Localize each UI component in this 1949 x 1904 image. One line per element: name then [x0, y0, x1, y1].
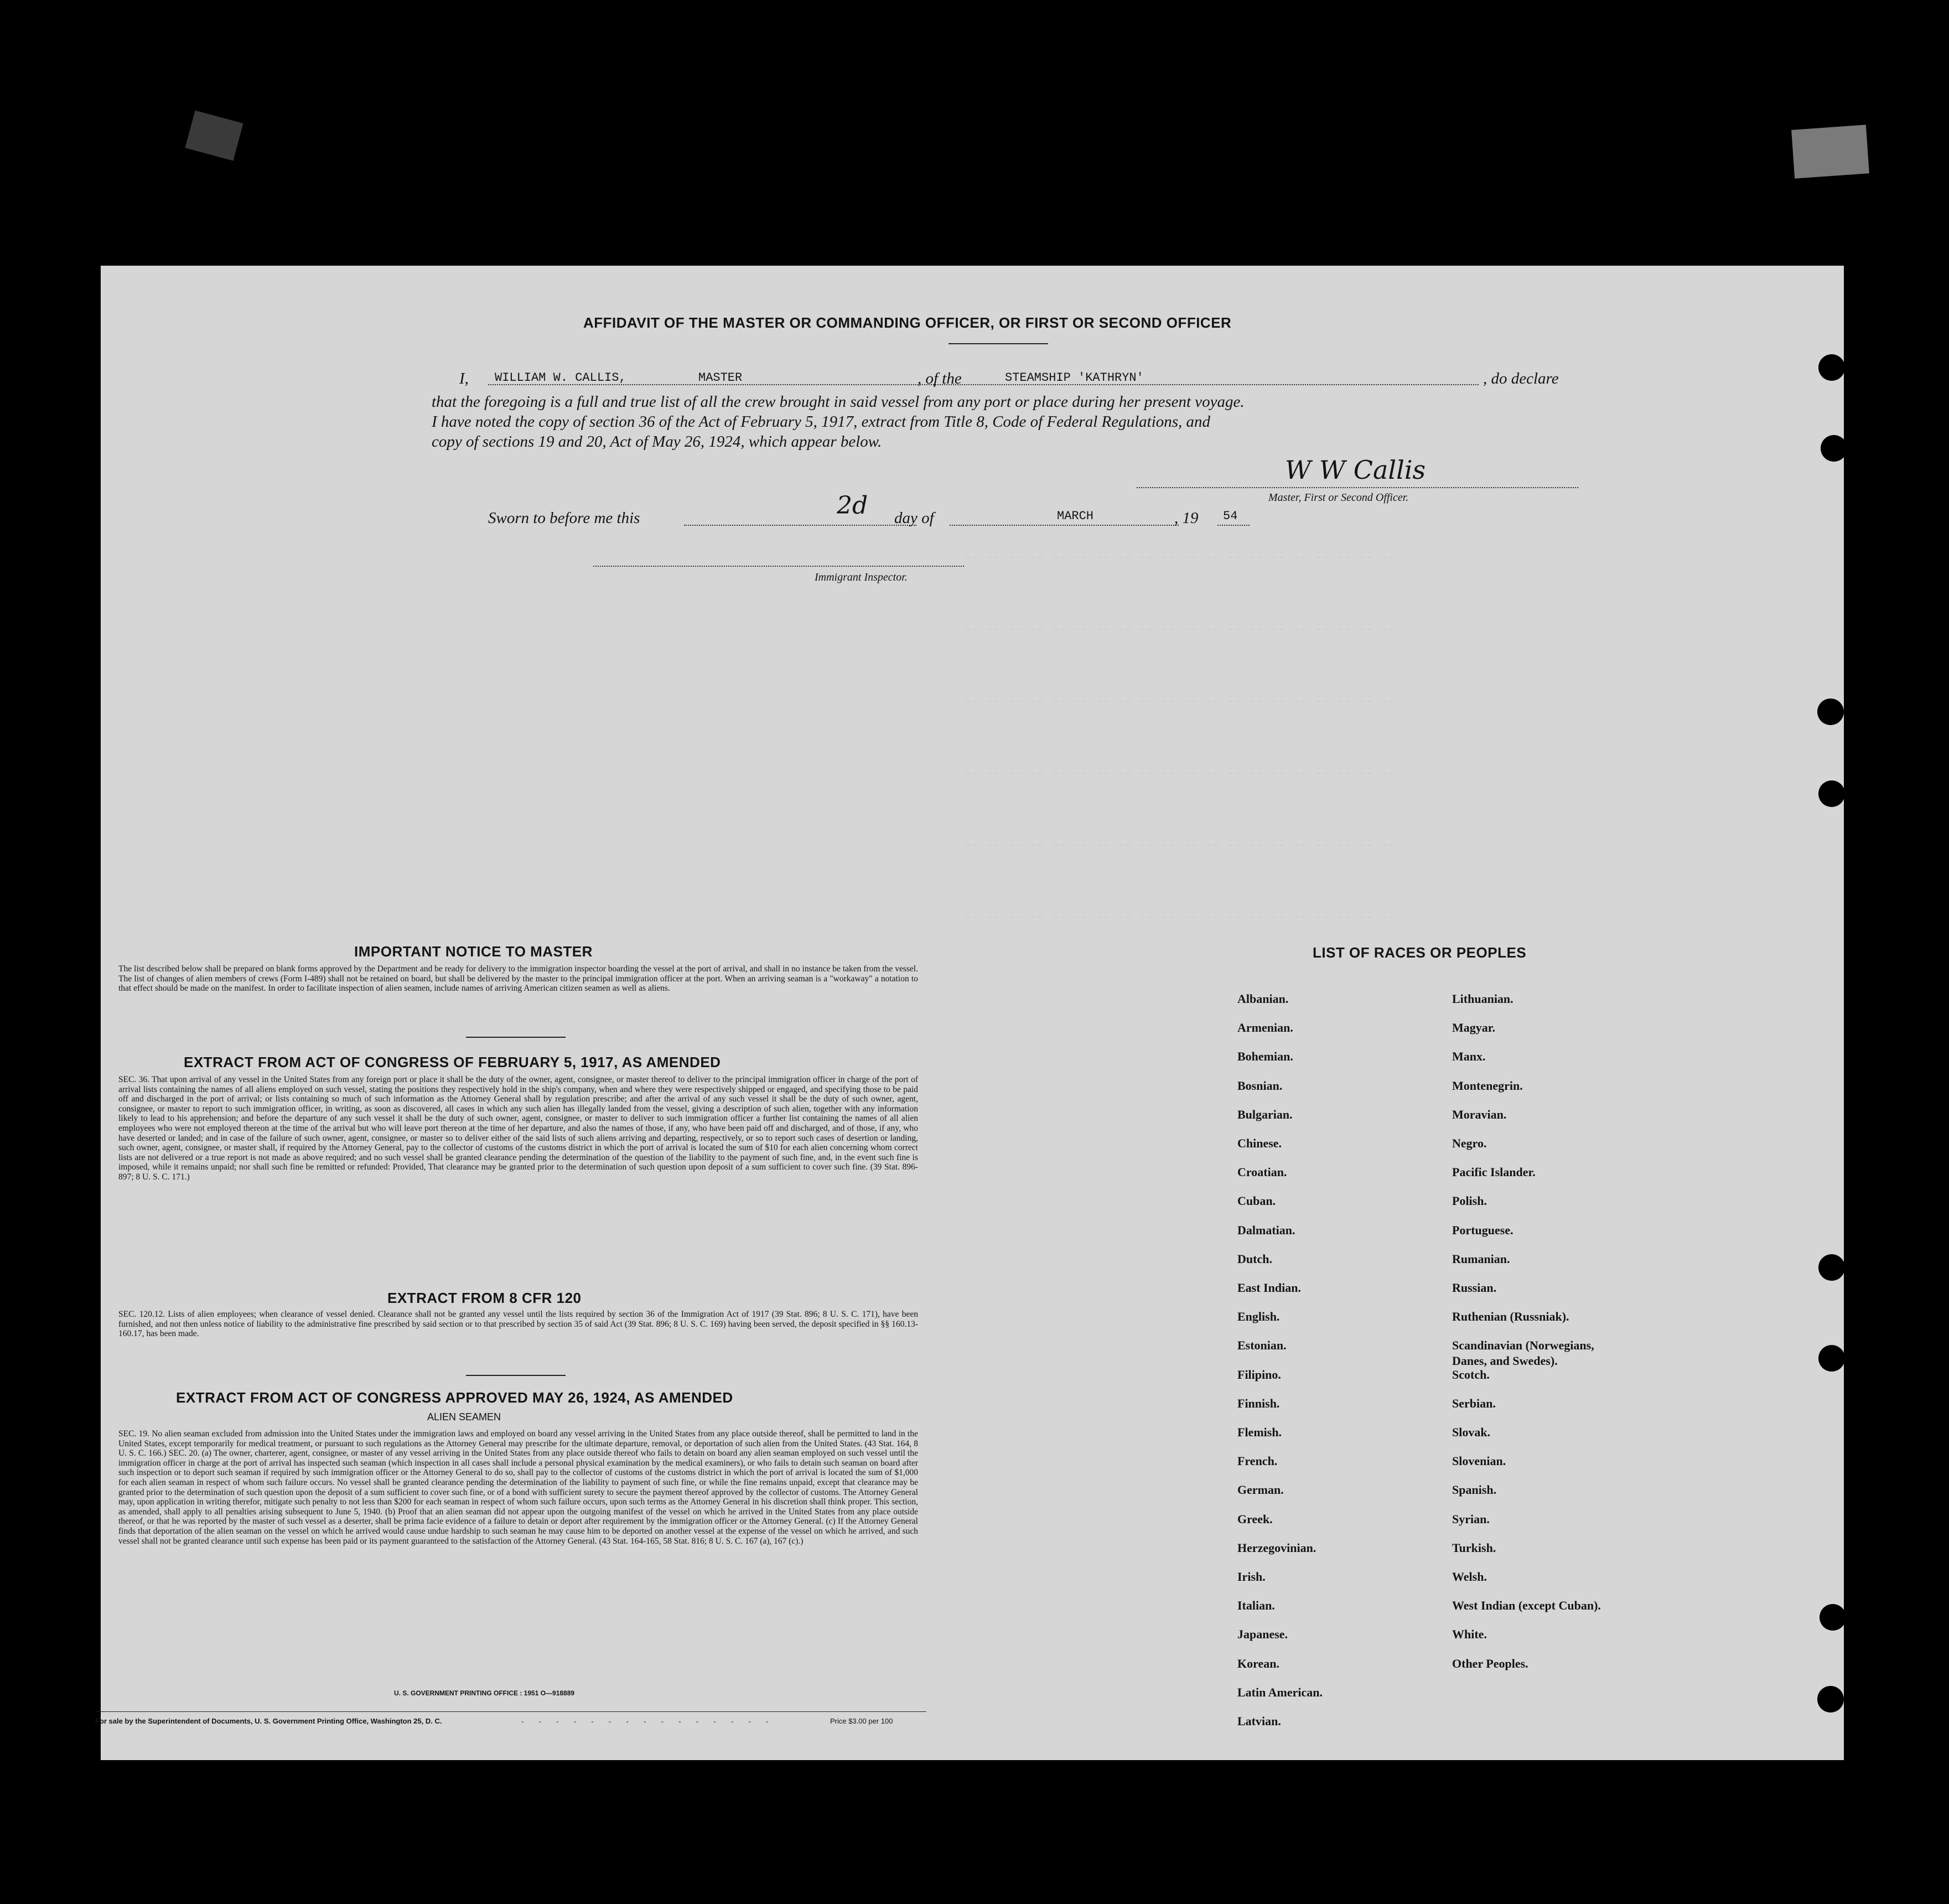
footer-sale-note: For sale by the Superintendent of Documents, U. S. Government Printing Office, Washington 25, D. C. [95, 1717, 442, 1725]
race-item: Greek. [1237, 1512, 1273, 1526]
race-item: Syrian. [1452, 1512, 1490, 1526]
race-item: Italian. [1237, 1598, 1275, 1613]
race-item: Spanish. [1452, 1483, 1497, 1497]
master-title: MASTER [698, 371, 743, 385]
notice-divider [466, 1037, 566, 1038]
race-item: Albanian. [1237, 992, 1289, 1006]
declaration-line-1: that the foregoing is a full and true list of all the crew brought in said vessel from any port or place during her present voyage. [432, 393, 1245, 411]
race-item: Bohemian. [1237, 1049, 1293, 1064]
race-item: Irish. [1237, 1570, 1266, 1584]
year-prefix: , 19 [1174, 509, 1199, 527]
footer-divider [96, 1711, 926, 1712]
race-item: Lithuanian. [1452, 992, 1513, 1006]
extract-1924-title: EXTRACT FROM ACT OF CONGRESS APPROVED MAY 26, 1924, AS AMENDED [176, 1389, 733, 1406]
race-item: Latvian. [1237, 1714, 1281, 1728]
race-item: East Indian. [1237, 1281, 1301, 1295]
signature-caption: Master, First or Second Officer. [1268, 491, 1409, 504]
race-item: Bulgarian. [1237, 1107, 1293, 1121]
race-item: Other Peoples. [1452, 1656, 1528, 1670]
race-item: Portuguese. [1452, 1223, 1513, 1237]
cfr-divider [466, 1375, 566, 1376]
race-item: Ruthenian (Russniak). [1452, 1310, 1569, 1324]
printing-office-note: U. S. GOVERNMENT PRINTING OFFICE : 1951 O—918889 [394, 1689, 575, 1697]
year-line [1217, 525, 1250, 526]
race-item: Scandinavian (Norwegians, [1452, 1338, 1594, 1353]
day-of-label: day of [894, 509, 934, 527]
punch-hole [1818, 354, 1845, 381]
punch-hole [1818, 1345, 1845, 1372]
extract-cfr-title: EXTRACT FROM 8 CFR 120 [387, 1290, 582, 1306]
race-item: Welsh. [1452, 1570, 1487, 1584]
scanner-tab-mark [1791, 125, 1869, 178]
races-title: LIST OF RACES OR PEOPLES [1313, 944, 1527, 961]
notice-text: The list described below shall be prepared on blank forms approved by the Department and be ready for delivery to the immigration inspector boarding the vessel at the port of arrival, and shall in no instance be taken from the vessel. The list of changes of alien members of crews (Form I-489) shall not be retained on board, but shall be delivered by the master to the principal immigration officer at the port. When an arriving seaman is a "workaway" a notation to that effect should be made on the manifest. In order to facilitate inspection of alien seamen, include names of arriving American citizen seamen as well as aliens. [118, 964, 918, 994]
race-item: Serbian. [1452, 1396, 1496, 1410]
race-item: Croatian. [1237, 1165, 1287, 1179]
declaration-line-2: I have noted the copy of section 36 of the Act of February 5, 1917, extract from Title 8, Code of Federal Regulations, and [432, 413, 1211, 431]
extract-1924-subtitle: ALIEN SEAMEN [427, 1411, 501, 1422]
title-divider [948, 343, 1048, 344]
torn-paper-fragment [185, 111, 243, 161]
race-item: Scotch. [1452, 1367, 1490, 1382]
race-item: Finnish. [1237, 1396, 1280, 1410]
race-item: Montenegrin. [1452, 1078, 1523, 1093]
race-item: French. [1237, 1454, 1278, 1468]
month-line [950, 525, 1179, 526]
race-item: Polish. [1452, 1194, 1487, 1208]
punch-hole [1817, 1686, 1844, 1712]
master-name: WILLIAM W. CALLIS, [495, 371, 626, 385]
race-item: Negro. [1452, 1136, 1487, 1150]
punch-hole [1818, 1254, 1845, 1281]
of-the-label: , of the [918, 370, 962, 387]
race-item: Armenian. [1237, 1021, 1293, 1035]
sworn-month: MARCH [1057, 509, 1094, 523]
race-item: Magyar. [1452, 1021, 1496, 1035]
race-item: Dalmatian. [1237, 1223, 1295, 1237]
race-item: Korean. [1237, 1656, 1279, 1670]
declaration-line-3: copy of sections 19 and 20, Act of May 26, 1924, which appear below. [432, 433, 882, 451]
race-item: Rumanian. [1452, 1251, 1510, 1266]
race-item: Russian. [1452, 1281, 1497, 1295]
extract-1917-title: EXTRACT FROM ACT OF CONGRESS OF FEBRUARY 5, 1917, AS AMENDED [184, 1054, 721, 1070]
race-item: Herzegovinian. [1237, 1540, 1316, 1555]
race-item: Turkish. [1452, 1540, 1496, 1555]
punch-hole [1820, 1604, 1846, 1631]
extract-cfr-text: SEC. 120.12. Lists of alien employees; when clearance of vessel denied. Clearance shall not be granted any vessel until the lists required by section 36 of the Immigration Act of 1917 (39 Stat. 896; 8 U. S. C. 171), have been furnished, and not then unless notice of liability to the administrative fine prescribed by said section or to that prescribed by section 35 of said Act (39 Stat. 896; 8 U. S. C. 169) having been served, the deposit specified in §§ 160.13-160.17, has been made. [118, 1310, 918, 1339]
punch-hole [1817, 699, 1844, 725]
sworn-year: 54 [1223, 509, 1238, 523]
punch-hole [1821, 435, 1847, 462]
race-item: Danes, and Swedes). [1452, 1354, 1558, 1368]
document-page: -- -- -- -- -- -- -- -- -- -- -- -- -- -- -- -- -- -- -- -- -- -- -- -- -- -- -- -- -- -- -- -- -- -- -- -- -- -- -- -- -- -- -- -- -- -- -- -- -- -- -- -- -- -- -- -- -- -- -- -- -- -- -- -- -- -- -- -- -- -- -- -- -- -- -- -- -- -- -- -- -- -- -- -- -- -- -- -- -- -- -- -- -- -- -- -- -- -- -- -- -- -- -- -- -- -- -- -- -- -- -- -- -- -- -- -- -- -- -- -- AFFIDAVIT OF THE MASTER OR COMMANDING OFFICER, OR FIRST OR SECOND OFFICER I, WILLIAM W. CALLIS, MASTER , of the STEAMSHIP 'KATHRYN' , do declare that the foregoing is a full and true list of all the crew brought in said vessel from any port or place during her present voyage. I have noted the copy of section 36 of the Act of February 5, 1917, extract from Title 8, Code of Federal Regulations, and copy of sections 19 and 20, Act of May 26, 1924, which appear below. W W Callis Master, First or Second Officer. Sworn to before me this 2d day of MARCH , 19 54 Immigrant Inspector. IMPORTANT NOTICE TO MASTER The list described below shall be prepared on blank forms approved by the Department and be ready for delivery to the immigration inspector boarding the vessel at the port of arrival, and shall in no instance be taken from the vessel. The list of changes of alien members of crews (Form I-489) shall not be retained on board, but shall be delivered by the master to the principal immigration officer at the port. When an arriving seaman is a "workaway" a notation to that effect should be made on the manifest. In order to facilitate inspection of alien seamen, include names of arriving American citizen seamen as well as aliens. EXTRACT FROM ACT OF CONGRESS OF FEBRUARY 5, 1917, AS AMENDED SEC. 36. That upon arrival of any vessel in the United States from any foreign port or place it shall be the duty of the owner, agent, consignee, or master thereof to deliver to the principal immigration officer in charge of the port of arrival lists containing the names of all aliens employed on such vessel, stating the positions they respectively hold in the ship's company, when and where they were respectively shipped or engaged, and specifying those to be paid off and discharged in the port of arrival; or lists containing so much of such information as the Attorney General shall by regulation prescribe; and after the arrival of any such vessel it shall be the duty of such owner, agent, consignee, or master to report to such immigration officer, in writing, as soon as discovered, all cases in which any such alien has illegally landed from the vessel, giving a description of such alien, together with any information likely to lead to his apprehension; and before the departure of any such vessel it shall be the duty of such owner, agent, consignee, or master to deliver to such immigration officer a further list containing the names of all alien employees who were not employed thereon at the time of the arrival but who will leave port thereon at the time of her departure, and also the names of those, if any, who have been paid off and discharged, and of those, if any, who have deserted or landed; and in case of the failure of such owner, agent, consignee, or master so to deliver either of the said lists of such aliens arriving and departing, respectively, or so to report such cases of desertion or landing, such owner, agent, consignee, or master shall, if required by the Attorney General, pay to the collector of customs of the customs district in which the port of arrival is located the sum of $10 for each alien concerning whom correct lists are not delivered or a true report is not made as above required; and no such vessel shall be granted clearance pending the determination of the question of the liability to the payment of such fine, and, in the event such fine is imposed, while it remains unpaid; nor shall such fine be remitted or refunded: Provided, That clearance may be granted prior to the determination of such question upon deposit of a sum sufficient to cover such fine. (39 Stat. 896-897; 8 U. S. C. 171.) EXTRACT FROM 8 CFR 120 SEC. 120.12. Lists of alien employees; when clearance of vessel denied. Clearance shall not be granted any vessel until the lists required by section 36 of the Immigration Act of 1917 (39 Stat. 896; 8 U. S. C. 171), have been furnished, and not then unless notice of liability to the administrative fine prescribed by said section or to that prescribed by section 35 of said Act (39 Stat. 896; 8 U. S. C. 169) having been served, the deposit specified in §§ 160.13-160.17, has been made. EXTRACT FROM ACT OF CONGRESS APPROVED MAY 26, 1924, AS AMENDED ALIEN SEAMEN SEC. 19. No alien seaman excluded from admission into the United States under the immigration laws and employed on board any vessel arriving in the United States from any place outside thereof, shall be permitted to land in the United States, except temporarily for medical treatment, or pursuant to such regulations as the Attorney General may prescribe for the ultimate departure, removal, or deportation of such alien from the United States. (43 Stat. 164, 8 U. S. C. 166.) SEC. 20. (a) The owner, charterer, agent, consignee, or master of any vessel arriving in the United States from any place outside thereof who fails to detain on board any alien seaman employed on such vessel until the immigration officer in charge at the port of arrival has inspected such seaman (which inspection in all cases shall include a personal physical examination by the medical examiners), or who fails to detain such seaman on board after such inspection or to deport such seaman if required by such immigration officer or the Attorney General to do so, shall pay to the collector of customs of the customs district in which the port of arrival is located the sum of $1,000 for each alien seaman in respect of whom such failure occurs. No vessel shall be granted clearance pending the determination of the liability to payment of such fine, or while the fine remains unpaid, except that clearance may be granted prior to the determination of such question upon the deposit of a sum sufficient to cover such fine, or of a bond with sufficient surety to secure the payment thereof approved by the collector of customs. The Attorney General may, upon application in writing therefor, mitigate such penalty to not less than $200 for each seaman in respect of whom such failure occurs, upon such terms as the Attorney General in his discretion shall think proper. This section, as amended, shall apply to all penalties arising subsequent to June 5, 1940. (b) Proof that an alien seaman did not appear upon the outgoing manifest of the vessel on which he arrived in the United States from any place outside thereof, or that he was reported by the master of such vessel as a deserter, shall be prima facie evidence of a failure to detain or deport after requirement by the immigration officer or the Attorney General. (c) If the Attorney General finds that deportation of the alien seaman on the vessel on which he arrived would cause undue hardship to such seaman he may cause him to be deported on another vessel at the expense of the vessel on which he arrived, and such vessel shall not be granted clearance until such expense has been paid or its payment guaranteed to the satisfaction of the Attorney General. (43 Stat. 164-165, 58 Stat. 816; 8 U. S. C. 167 (a), 167 (c).) U. S. GOVERNMENT PRINTING OFFICE : 1951 O—918889 For sale by the Superintendent of Documents, U. S. Government Printing Office, Washington 25, D. C. - - - - - - - - - - - - - - - Price $3.00 per 100 LIST OF RACES OR PEOPLES Albanian. Armenian. Bohemian. Bosnian. Bulgarian. Chinese. Croatian. Cuban. Dalmatian. Dutch. East Indian. English. Estonian. Filipino. Finnish. Flemish. French. German. Greek. Herzegovinian. Irish. Italian. Japanese. Korean. Latin American. Latvian. Lithuanian. Magyar. Manx. Montenegrin. Moravian. Negro. Pacific Islander. Polish. Portuguese. Rumanian. Russian. Ruthenian (Russniak). Scandinavian (Norwegians, Danes, and Swedes). Scotch. Serbian. Slovak. Slovenian. Spanish. Syrian. Turkish. Welsh. West Indian (except Cuban). White. Other Peoples. [101, 266, 1844, 1760]
affidavit-i-label: I, [459, 370, 469, 387]
vessel-name: STEAMSHIP 'KATHRYN' [1005, 371, 1144, 385]
race-item: Pacific Islander. [1452, 1165, 1536, 1179]
declare-label: , do declare [1483, 370, 1559, 387]
race-item: West Indian (except Cuban). [1452, 1598, 1601, 1613]
punch-hole [1818, 780, 1845, 807]
signature-line [1137, 487, 1578, 488]
day-line [684, 525, 916, 526]
footer-price: Price $3.00 per 100 [830, 1717, 893, 1725]
race-item: Japanese. [1237, 1627, 1288, 1642]
race-item: Slovak. [1452, 1425, 1491, 1439]
race-item: Bosnian. [1237, 1078, 1283, 1093]
notice-title: IMPORTANT NOTICE TO MASTER [354, 943, 593, 960]
footer-dot-leader: - - - - - - - - - - - - - - - [521, 1717, 775, 1725]
race-item: Flemish. [1237, 1425, 1282, 1439]
race-item: Dutch. [1237, 1251, 1272, 1266]
master-signature: W W Callis [1285, 455, 1426, 485]
sworn-label: Sworn to before me this [488, 509, 640, 527]
extract-1924-text: SEC. 19. No alien seaman excluded from admission into the United States under the immigration laws and employed on board any vessel arriving in the United States from any place outside thereof, shall be permitted to land in the United States, except temporarily for medical treatment, or pursuant to such regulations as the Attorney General may prescribe for the ultimate departure, removal, or deportation of such alien from the United States. (43 Stat. 164, 8 U. S. C. 166.) SEC. 20. (a) The owner, charterer, agent, consignee, or master of any vessel arriving in the United States from any place outside thereof who fails to detain on board any alien seaman employed on such vessel until the immigration officer in charge at the port of arrival has inspected such seaman (which inspection in all cases shall include a personal physical examination by the medical examiners), or who fails to detain such seaman on board after such inspection or to deport such seaman if required by such immigration officer or the Attorney General to do so, shall pay to the collector of customs of the customs district in which the port of arrival is located the sum of $1,000 for each alien seaman in respect of whom such failure occurs. No vessel shall be granted clearance pending the determination of the liability to payment of such fine, or while the fine remains unpaid, except that clearance may be granted prior to the determination of such question upon the deposit of a sum sufficient to cover such fine, or of a bond with sufficient surety to secure the payment thereof approved by the collector of customs. The Attorney General may, upon application in writing therefor, mitigate such penalty to not less than $200 for each seaman in respect of whom such failure occurs, upon such terms as the Attorney General in his discretion shall think proper. This section, as amended, shall apply to all penalties arising subsequent to June 5, 1940. (b) Proof that an alien seaman did not appear upon the outgoing manifest of the vessel on which he arrived in the United States from any place outside thereof, or that he was reported by the master of such vessel as a deserter, shall be prima facie evidence of a failure to detain or deport after requirement by the immigration officer or the Attorney General. (c) If the Attorney General finds that deportation of the alien seaman on the vessel on which he arrived would cause undue hardship to such seaman he may cause him to be deported on another vessel at the expense of the vessel on which he arrived, and such vessel shall not be granted clearance until such expense has been paid or its payment guaranteed to the satisfaction of the Attorney General. (43 Stat. 164-165, 58 Stat. 816; 8 U. S. C. 167 (a), 167 (c).) [118, 1429, 918, 1546]
extract-1917-text: SEC. 36. That upon arrival of any vessel in the United States from any foreign port or place it shall be the duty of the owner, agent, consignee, or master thereof to deliver to the principal immigration officer in charge of the port of arrival lists containing the names of all aliens employed on such vessel, stating the positions they respectively hold in the ship's company, when and where they were respectively shipped or engaged, and specifying those to be paid off and discharged in the port of arrival; or lists containing so much of such information as the Attorney General shall by regulation prescribe; and after the arrival of any such vessel it shall be the duty of such owner, agent, consignee, or master to report to such immigration officer, in writing, as soon as discovered, all cases in which any such alien has illegally landed from the vessel, giving a description of such alien, together with any information likely to lead to his apprehension; and before the departure of any such vessel it shall be the duty of such owner, agent, consignee, or master to deliver to such immigration officer a further list containing the names of all alien employees who were not employed thereon at the time of the arrival but who will leave port thereon at the time of her departure, and also the names of those, if any, who have been paid off and discharged, and of those, if any, who have deserted or landed; and in case of the failure of such owner, agent, consignee, or master so to deliver either of the said lists of such aliens arriving and departing, respectively, or so to report such cases of desertion or landing, such owner, agent, consignee, or master shall, if required by the Attorney General, pay to the collector of customs of the customs district in which the port of arrival is located the sum of $10 for each alien concerning whom correct lists are not delivered or a true report is not made as above required; and no such vessel shall be granted clearance pending the determination of the question of the liability to the payment of such fine, and, in the event such fine is imposed, while it remains unpaid; nor shall such fine be remitted or refunded: Provided, That clearance may be granted prior to the determination of such question upon deposit of a sum sufficient to cover such fine. (39 Stat. 896-897; 8 U. S. C. 171.) [118, 1075, 918, 1182]
race-item: Cuban. [1237, 1194, 1276, 1208]
race-item: German. [1237, 1483, 1284, 1497]
race-item: Latin American. [1237, 1685, 1323, 1699]
race-item: Moravian. [1452, 1107, 1507, 1121]
sworn-day: 2d [837, 491, 868, 520]
race-item: English. [1237, 1310, 1280, 1324]
race-item: Estonian. [1237, 1338, 1287, 1353]
race-item: Slovenian. [1452, 1454, 1506, 1468]
inspector-line [593, 566, 964, 567]
race-item: Manx. [1452, 1049, 1486, 1064]
race-item: Filipino. [1237, 1367, 1281, 1382]
affidavit-title: AFFIDAVIT OF THE MASTER OR COMMANDING OFFICER, OR FIRST OR SECOND OFFICER [583, 314, 1232, 331]
race-item: White. [1452, 1627, 1487, 1642]
inspector-caption: Immigrant Inspector. [815, 571, 908, 583]
race-item: Chinese. [1237, 1136, 1282, 1150]
